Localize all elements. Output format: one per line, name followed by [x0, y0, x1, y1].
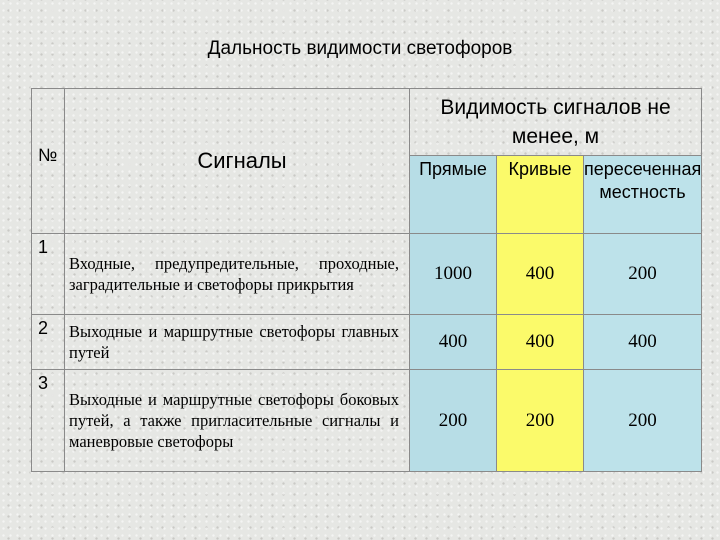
- header-curves: Кривые: [497, 156, 584, 234]
- table-row: [32, 315, 702, 370]
- row-straight: 200: [410, 370, 497, 472]
- row-rough-terrain: 400: [584, 315, 702, 370]
- header-number: №: [32, 89, 65, 234]
- table-header-row: [32, 89, 702, 156]
- row-curves: 400: [497, 315, 584, 370]
- row-number: 2: [32, 315, 65, 370]
- row-number: 1: [32, 234, 65, 315]
- table-row: [32, 370, 702, 472]
- table-row: [32, 234, 702, 315]
- row-curves: 400: [497, 234, 584, 315]
- header-straight: Прямые: [410, 156, 497, 234]
- header-signals: Сигналы: [65, 89, 410, 234]
- row-curves: 200: [497, 370, 584, 472]
- visibility-table: [31, 88, 702, 472]
- row-rough-terrain: 200: [584, 234, 702, 315]
- row-signals: Выходные и маршрутные светофоры боковых путей, а также пригласительные сигналы и маневровые светофоры: [65, 370, 410, 472]
- row-straight: 1000: [410, 234, 497, 315]
- row-number: 3: [32, 370, 65, 472]
- page-title: Дальность видимости светофоров: [207, 38, 513, 59]
- row-straight: 400: [410, 315, 497, 370]
- row-rough-terrain: 200: [584, 370, 702, 472]
- header-rough-terrain: пересеченная местность: [584, 156, 702, 234]
- row-signals: Входные, предупредительные, проходные, заградительные и светофоры прикрытия: [65, 234, 410, 315]
- header-visibility: Видимость сигналов не менее, м: [410, 89, 702, 156]
- row-signals: Выходные и маршрутные светофоры главных путей: [65, 315, 410, 370]
